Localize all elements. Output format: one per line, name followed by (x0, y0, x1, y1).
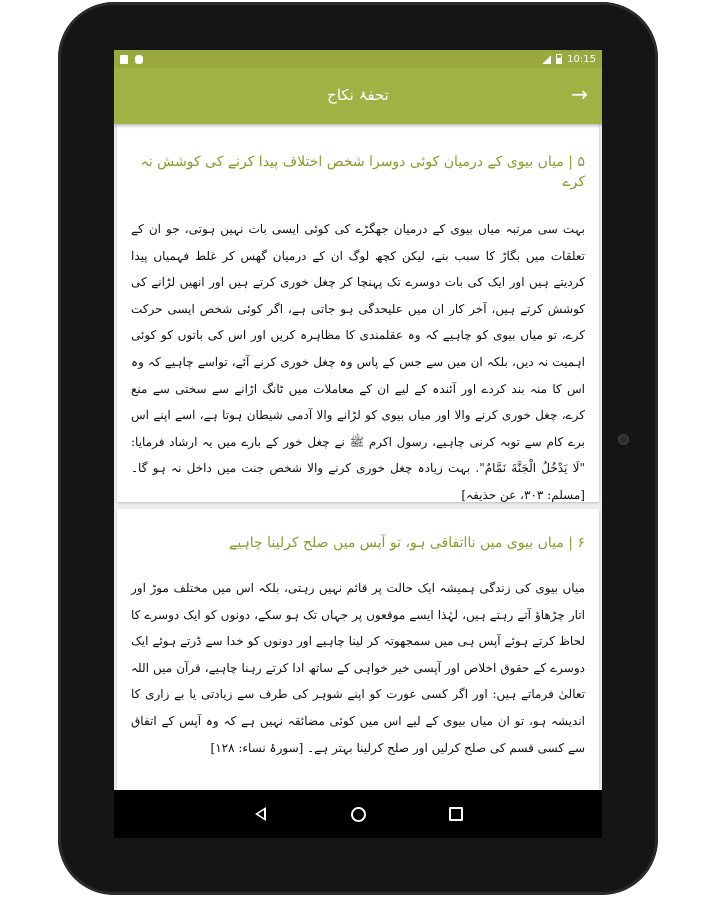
notification-android-icon (135, 55, 143, 64)
card-title: ۵ | میاں بیوی کے درمیان کوئی دوسرا شخص اختلاف پیدا کرنے کی کوشش نہ کرے (140, 154, 585, 190)
nav-home-button[interactable] (348, 804, 368, 824)
content-scroll[interactable] (114, 124, 602, 832)
nav-recents-button[interactable] (446, 804, 466, 824)
nav-home-icon (351, 807, 366, 822)
nav-back-icon (255, 807, 266, 821)
card-body: میاں بیوی کی زندگی ہمیشہ ایک حالت پر قائم نہیں رہتی، بلکہ اس میں مختلف موڑ اور اتار چڑھاؤ آتے رہتے ہیں، لہٰذا ایسے موقعوں پر جہاں تک ہو سکے، دونوں کو ایک دوسرے کا لحاظ کرتے ہوئے آپس ہی میں سمجھوتہ کر لینا چاہیے اور دونوں کو خدا سے ڈرتے ہوئے ایک دوسرے کے حقوق اخلاص اور آپسی خیر خواہی کے ساتھ ادا کرتے رہنا چاہیے، قرآن میں اللہ تعالیٰ فرماتے ہیں: اور اگر کسی عورت کو اپنے شوہر کی طرف سے زیادتی یا بے زاری کا اندیشہ ہو، تو ان میاں بیوی کے لیے اس میں کوئی مضائقہ نہیں ہے کہ وہ آپس کے اتفاق سے کسی قسم کی صلح کرلیں اور صلح کرلینا بہتر ہے۔ [سورۂ نساء: ۱۲۸] (131, 581, 585, 755)
nav-back-button[interactable] (250, 804, 270, 824)
signal-icon (542, 55, 551, 64)
article-card (117, 509, 599, 793)
notification-file-icon (120, 55, 128, 64)
back-arrow-icon[interactable]: → (571, 82, 588, 106)
status-time: 10:15 (567, 53, 596, 65)
app-toolbar (114, 68, 602, 124)
card-title: ۶ | میاں بیوی میں نااتفاقی ہو، تو آپس میں صلح کرلینا چاہیے (229, 535, 585, 551)
article-card (117, 124, 599, 502)
toolbar-title: تحفۂ نکاح (327, 86, 389, 104)
card-body: بہت سی مرتبہ میاں بیوی کے درمیان جھگڑے کی کوئی ایسی بات نہیں ہوتی، جو ان کے تعلقات میں بگاڑ کا سبب بنے، لیکن کچھ لوگ ان کے درمیان گھس کر غلط فہمیاں پیدا کردیتے ہیں اور ایک کی بات دوسرے تک پہنچا کر چغل خوری کرتے ہیں اور انھیں لڑانے کی کوشش کرتے ہیں، آخر کار ان میں علیحدگی ہو جاتی ہے، اگر کوئی شخص ایسی حرکت کرے، تو میاں بیوی کو چاہیے کہ وہ عقلمندی کا مظاہرہ کریں اور اس کی باتوں کو کوئی اہمیت نہ دیں، بلکہ ان میں سے جس کے پاس وہ چغل خوری کرنے آئے، تواسے چاہیے کہ وہ اس کا منہ بند کردے اور آئندہ کے لیے ان کے معاملات میں ٹانگ اڑانے سے سختی سے منع کرے، چغل خوری کرنے والا اور میاں بیوی کو لڑانے والا آدمی شیطان ہوتا ہے، اسے اپنے اس برے کام سے توبہ کرنی چاہیے، رسول اکرم ﷺ نے چغل خور کے بارے میں یہ ارشاد فرمایا: "لَا يَدْخُلُ الْجَنَّةَ نَمَّامٌ". بہت زیادہ چغل خوری کرنے والا شخص جنت میں داخل نہ ہو گا۔ [مسلم: ۳۰۳، عن حذیفہ] (131, 222, 585, 502)
app-screen (114, 50, 602, 832)
front-camera (618, 434, 629, 445)
status-bar (114, 50, 602, 68)
battery-icon (556, 54, 562, 64)
nav-bar (114, 790, 602, 838)
nav-recents-icon (449, 807, 463, 821)
